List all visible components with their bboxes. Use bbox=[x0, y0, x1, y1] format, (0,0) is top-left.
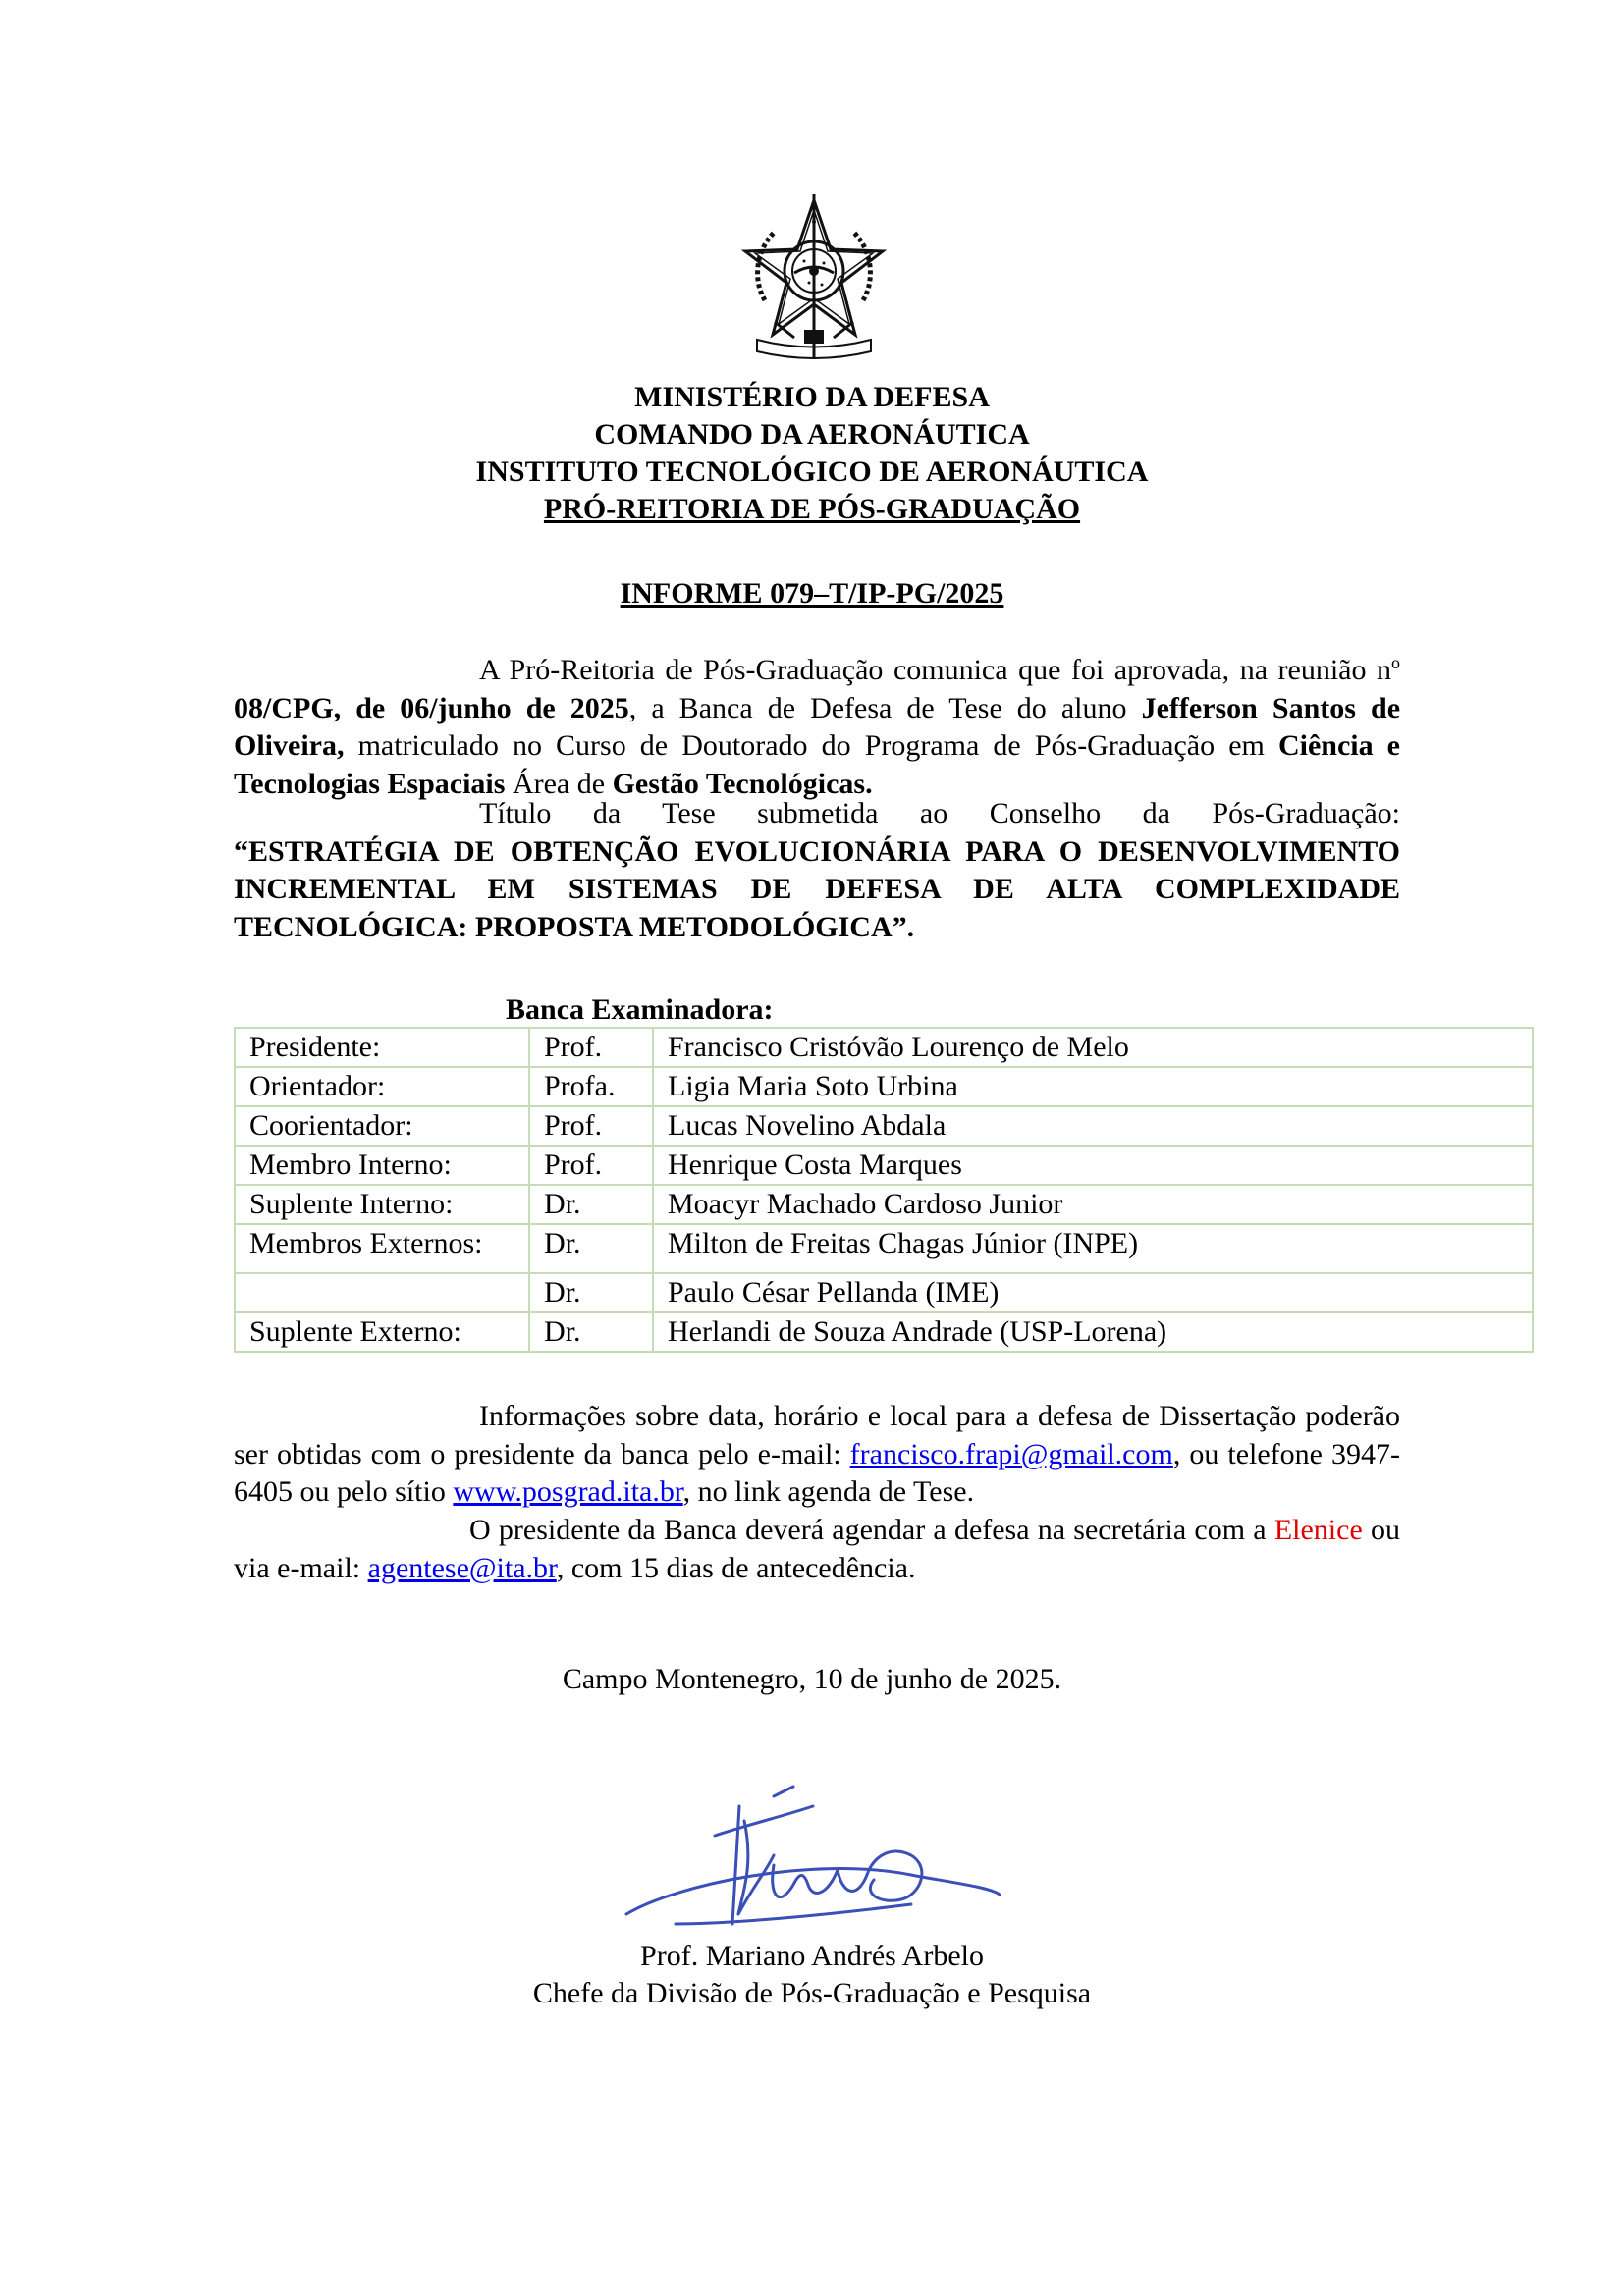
header-dean-office: PRÓ-REITORIA DE PÓS-GRADUAÇÃO bbox=[543, 493, 1081, 525]
board-title: Dr. bbox=[529, 1224, 653, 1273]
header-command: COMANDO DA AERONÁUTICA bbox=[594, 418, 1030, 451]
thesis-title: “ESTRATÉGIA DE OBTENÇÃO EVOLUCIONÁRIA PARA O DESENVOLVIMENTO INCREMENTAL EM SISTEMAS DE DEFESA DE ALTA COMPLEXIDADE TECNOLÓGICA: PROPOSTA METODOLÓGICA”. bbox=[234, 834, 1400, 943]
signature-icon bbox=[617, 1777, 1009, 1944]
board-member-name: Francisco Cristóvão Lourenço de Melo bbox=[653, 1028, 1533, 1067]
schedule-text-3: , com 15 dias de antecedência. bbox=[556, 1551, 916, 1584]
header-ministry: MINISTÉRIO DA DEFESA bbox=[634, 381, 990, 413]
board-member-name: Lucas Novelino Abdala bbox=[653, 1106, 1533, 1146]
program-name: Ciência e Tecnologias Espaciais bbox=[234, 729, 1400, 800]
agentese-email-link[interactable]: agentese@ita.br bbox=[367, 1551, 557, 1584]
board-title: Prof. bbox=[529, 1028, 653, 1067]
info-paragraph bbox=[234, 1398, 1400, 1512]
intro-paragraph bbox=[234, 644, 1400, 803]
board-title: Prof. bbox=[529, 1146, 653, 1185]
table-row bbox=[235, 1224, 1533, 1273]
table-row bbox=[235, 1106, 1533, 1146]
table-row bbox=[235, 1067, 1533, 1106]
board-role: Membro Interno: bbox=[235, 1146, 529, 1185]
board-role: Membros Externos: bbox=[235, 1224, 529, 1273]
board-title: Dr. bbox=[529, 1185, 653, 1224]
table-row bbox=[235, 1146, 1533, 1185]
signer-name: Prof. Mariano Andrés Arbelo bbox=[640, 1940, 984, 1972]
board-role: Suplente Externo: bbox=[235, 1312, 529, 1352]
intro-text-3: , a Banca de Defesa de Tese do aluno bbox=[628, 691, 1142, 724]
board-label: Banca Examinadora: bbox=[506, 993, 774, 1026]
coat-of-arms-icon bbox=[735, 192, 893, 369]
board-title: Profa. bbox=[529, 1067, 653, 1106]
board-member-name: Ligia Maria Soto Urbina bbox=[653, 1067, 1533, 1106]
place-date: Campo Montenegro, 10 de junho de 2025. bbox=[562, 1663, 1062, 1695]
meeting-date: 08/CPG, de 06/junho de 2025 bbox=[234, 691, 629, 724]
board-member-name: Milton de Freitas Chagas Júnior (INPE) bbox=[653, 1224, 1533, 1273]
board-role: Presidente: bbox=[235, 1028, 529, 1067]
info-text-1: Informações sobre data, horário e local para a defesa de Dissertação poderão ser obtidas com o presidente da banca pelo e-mail: bbox=[234, 1400, 1400, 1470]
president-email-link[interactable]: francisco.frapi@gmail.com bbox=[849, 1437, 1173, 1470]
info-text-3: , no link agenda de Tese. bbox=[682, 1475, 975, 1508]
board-role bbox=[235, 1273, 529, 1312]
table-row bbox=[235, 1273, 1533, 1312]
intro-text-4: matriculado no Curso de Doutorado do Programa de Pós-Graduação em bbox=[344, 729, 1278, 762]
intro-text-5: Área de bbox=[505, 767, 613, 800]
posgrad-site-link[interactable]: www.posgrad.ita.br bbox=[453, 1475, 683, 1508]
board-member-name: Herlandi de Souza Andrade (USP-Lorena) bbox=[653, 1312, 1533, 1352]
signer-role: Chefe da Divisão de Pós-Graduação e Pesquisa bbox=[532, 1977, 1092, 2009]
thesis-block bbox=[234, 795, 1400, 946]
schedule-text-2: ou via e-mail: bbox=[234, 1514, 1400, 1584]
board-title: Prof. bbox=[529, 1106, 653, 1146]
area-name: Gestão Tecnológicas. bbox=[612, 767, 873, 800]
board-member-name: Paulo César Pellanda (IME) bbox=[653, 1273, 1533, 1312]
board-role: Orientador: bbox=[235, 1067, 529, 1106]
info-text-2: , ou telefone 3947-6405 ou pelo sítio bbox=[234, 1437, 1400, 1508]
examining-board-table bbox=[234, 1027, 1534, 1353]
board-title: Dr. bbox=[529, 1312, 653, 1352]
board-member-name: Henrique Costa Marques bbox=[653, 1146, 1533, 1185]
board-role: Suplente Interno: bbox=[235, 1185, 529, 1224]
student-name: Jefferson Santos de Oliveira, bbox=[234, 691, 1401, 762]
institution-header bbox=[0, 379, 1624, 528]
board-role: Coorientador: bbox=[235, 1106, 529, 1146]
secretary-name: Elenice bbox=[1273, 1514, 1363, 1546]
intro-text-1: A Pró-Reitoria de Pós-Graduação comunica que foi aprovada, na reunião n bbox=[479, 654, 1391, 686]
thesis-label: Título da Tese submetida ao Conselho da Pós-Graduação: bbox=[479, 797, 1400, 829]
intro-ordinal: o bbox=[1391, 653, 1400, 672]
table-row bbox=[235, 1185, 1533, 1224]
board-member-name: Moacyr Machado Cardoso Junior bbox=[653, 1185, 1533, 1224]
table-row bbox=[235, 1312, 1533, 1352]
header-institute: INSTITUTO TECNOLÓGICO DE AERONÁUTICA bbox=[475, 455, 1149, 488]
table-row bbox=[235, 1028, 1533, 1067]
board-title: Dr. bbox=[529, 1273, 653, 1312]
schedule-paragraph bbox=[234, 1512, 1400, 1587]
schedule-text-1: O presidente da Banca deverá agendar a defesa na secretária com a bbox=[469, 1514, 1274, 1546]
informe-title: INFORME 079–T/IP-PG/2025 bbox=[620, 577, 1004, 610]
